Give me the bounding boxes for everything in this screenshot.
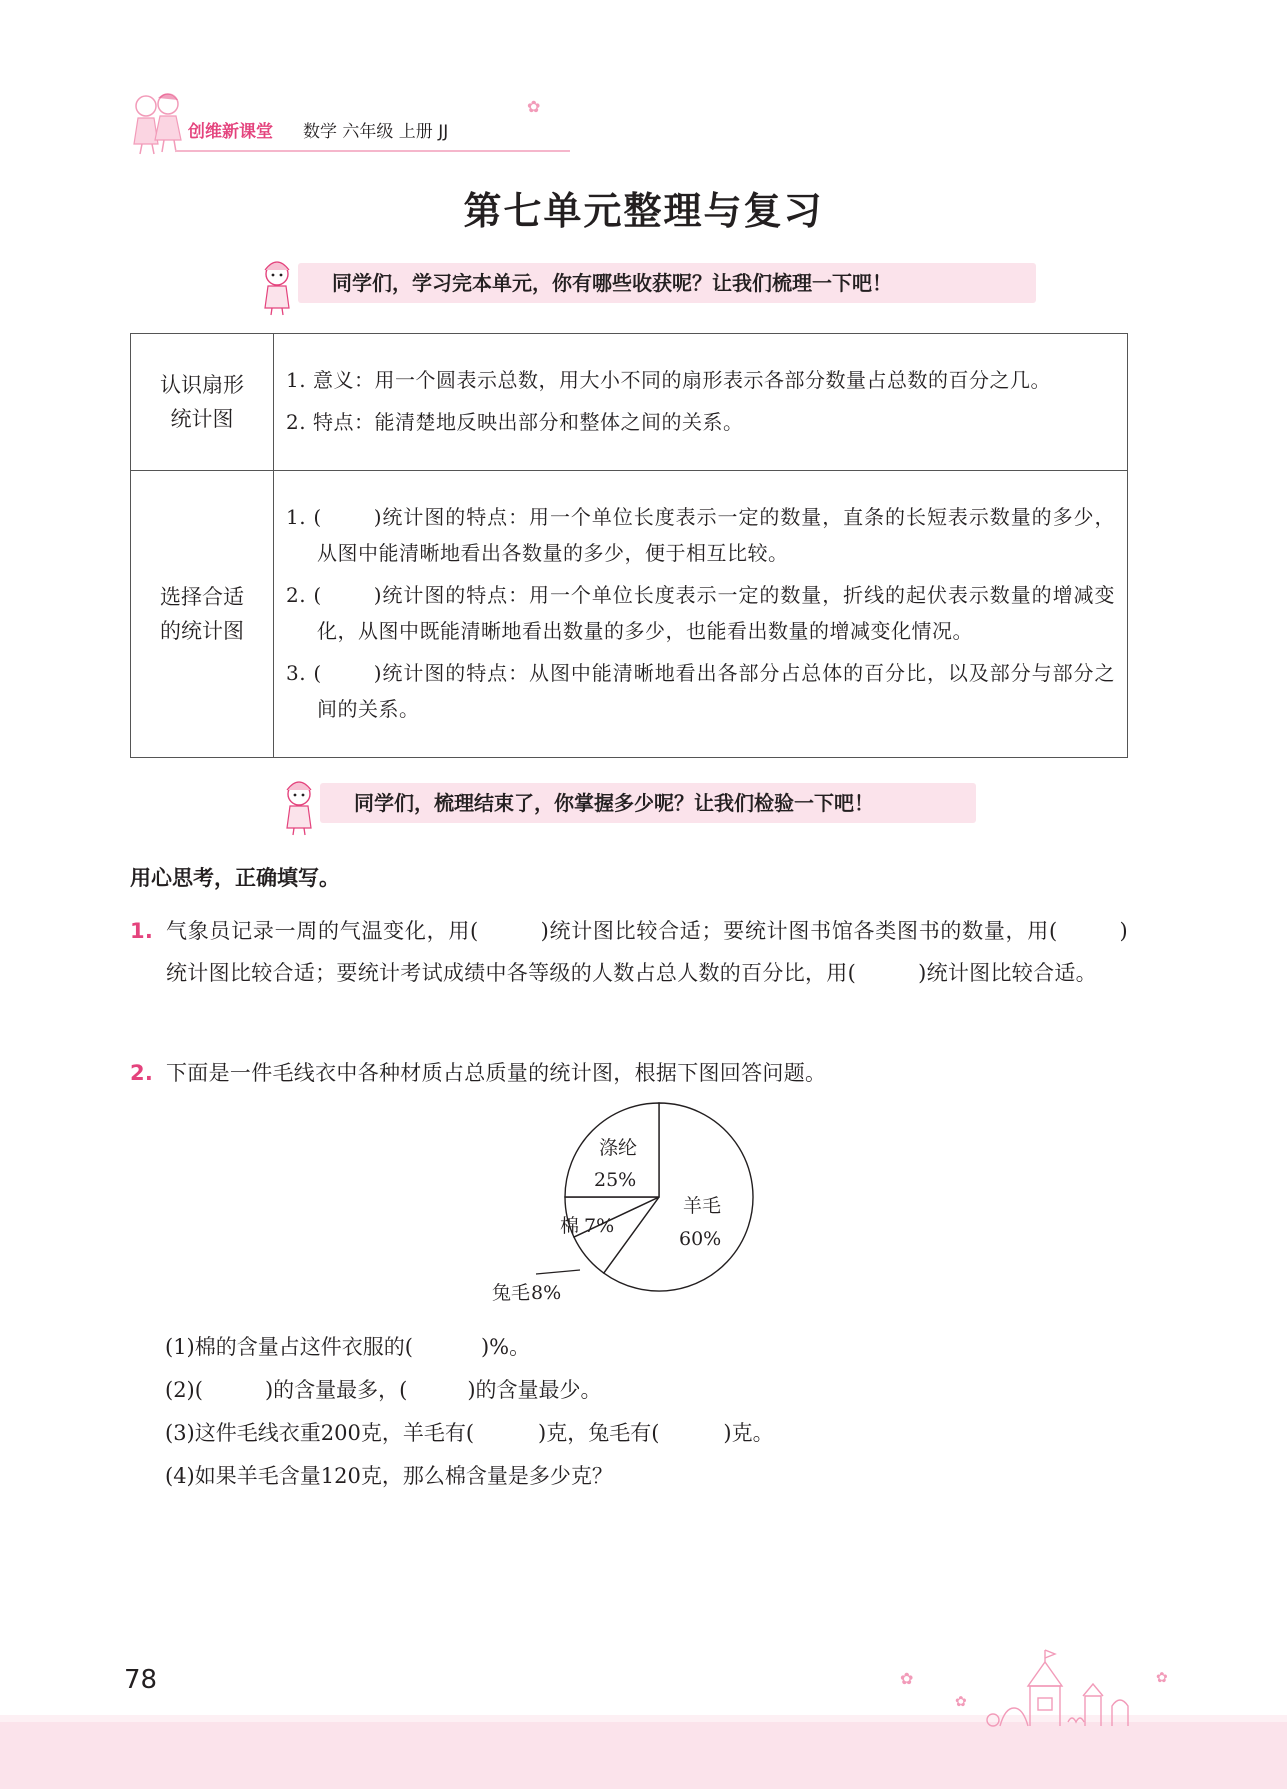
slice-pct-wool: 60% xyxy=(679,1228,722,1250)
table-row xyxy=(131,334,1128,471)
text-segment: 气象员记录一周的气温变化，用( xyxy=(166,919,479,943)
question-number: 2. xyxy=(130,1061,154,1085)
text-segment: )的含量最少。 xyxy=(467,1378,602,1402)
content-cell xyxy=(274,471,1128,758)
text-segment: )%。 xyxy=(480,1335,531,1359)
category-label: 认识扇形 xyxy=(160,373,244,397)
sub-question-2 xyxy=(165,1375,602,1405)
category-label: 统计图 xyxy=(170,407,234,431)
list-item: 2. 特点：能清楚地反映出部分和整体之间的关系。 xyxy=(286,410,744,434)
category-label: 的统计图 xyxy=(160,619,244,643)
list-item xyxy=(286,499,1115,571)
item-text: )统计图的特点：用一个单位长度表示一定的数量，折线的起伏表示数量的增减变化，从图中既能清晰地看出数量的多少，也能看出数量的增减变化情况。 xyxy=(317,583,1115,643)
slice-label-rabbit: 兔毛 xyxy=(492,1282,531,1304)
flower-icon: ✿ xyxy=(900,1669,914,1688)
content-cell xyxy=(274,334,1128,471)
slice-pct-rabbit: 8% xyxy=(531,1282,562,1304)
flower-icon: ✿ xyxy=(955,1694,967,1710)
header-brand: 创维新课堂 xyxy=(188,122,273,142)
text-segment: (2)( xyxy=(165,1378,203,1402)
category-cell xyxy=(131,334,274,471)
text-segment: (1)棉的含量占这件衣服的( xyxy=(165,1335,413,1359)
intro-banner: 同学们，学习完本单元，你有哪些收获呢？让我们梳理一下吧！ xyxy=(298,263,1036,303)
text-segment: )统计图比较合适；要统计考试成绩中各等级的人数占总人数的百分比，用( xyxy=(166,919,1128,985)
kids-illustration-icon xyxy=(128,90,190,156)
slice-label-wool: 羊毛 xyxy=(683,1195,722,1217)
cartoon-girl-icon xyxy=(256,258,298,316)
item-text: 2. ( xyxy=(286,583,322,607)
header-divider xyxy=(175,150,570,152)
question-text: 下面是一件毛线衣中各种材质占总质量的统计图，根据下图回答问题。 xyxy=(166,1061,827,1085)
question-1 xyxy=(130,910,1128,994)
question-2 xyxy=(130,1052,1128,1094)
section-heading: 用心思考，正确填写。 xyxy=(130,866,340,890)
list-item xyxy=(286,577,1115,649)
cartoon-girl-icon xyxy=(278,778,320,836)
text-segment: )克，兔毛有( xyxy=(538,1421,660,1445)
slice-label-polyester: 涤纶 xyxy=(599,1137,638,1159)
sub-question-1 xyxy=(165,1332,530,1362)
footer-band xyxy=(0,1722,1287,1789)
check-banner: 同学们，梳理结束了，你掌握多少呢？让我们检验一下吧！ xyxy=(320,783,976,823)
page-title: 第七单元整理与复习 xyxy=(463,189,824,233)
castle-illustration-icon xyxy=(880,1648,1180,1728)
slice-pct-cotton: 7% xyxy=(584,1215,615,1237)
sub-question-4: (4)如果羊毛含量120克，那么棉含量是多少克？ xyxy=(165,1464,613,1488)
question-number: 1. xyxy=(130,919,154,943)
slice-pct-polyester: 25% xyxy=(594,1169,637,1191)
sub-question-3 xyxy=(165,1418,774,1448)
text-segment: )的含量最多，( xyxy=(264,1378,408,1402)
list-item xyxy=(286,655,1115,727)
text-segment: )克。 xyxy=(723,1421,774,1445)
flower-icon: ✿ xyxy=(1156,1670,1168,1686)
page-number: 78 xyxy=(124,1665,158,1695)
review-table xyxy=(130,333,1128,758)
item-text: 3. ( xyxy=(286,661,322,685)
question-text xyxy=(166,910,1128,994)
item-text: 1. ( xyxy=(286,505,322,529)
list-item: 1. 意义：用一个圆表示总数，用大小不同的扇形表示各部分数量占总数的百分之几。 xyxy=(286,368,1051,392)
category-label: 选择合适 xyxy=(160,585,244,609)
slice-label-cotton: 棉 xyxy=(560,1215,580,1237)
text-segment: (3)这件毛线衣重200克，羊毛有( xyxy=(165,1421,475,1445)
header-info: 数学 六年级 上册 JJ xyxy=(303,122,449,142)
item-text: )统计图的特点：从图中能清晰地看出各部分占总体的百分比，以及部分与部分之间的关系。 xyxy=(317,661,1115,721)
flower-icon: ✿ xyxy=(527,97,541,116)
category-cell xyxy=(131,471,274,758)
table-row xyxy=(131,471,1128,758)
text-segment: )统计图比较合适；要统计图书馆各类图书的数量，用( xyxy=(540,919,1058,943)
leader-line xyxy=(536,1270,580,1274)
item-text: )统计图的特点：用一个单位长度表示一定的数量，直条的长短表示数量的多少，从图中能清晰地看出各数量的多少，便于相互比较。 xyxy=(317,505,1115,565)
pie-chart xyxy=(480,1090,780,1320)
text-segment: )统计图比较合适。 xyxy=(918,961,1097,985)
